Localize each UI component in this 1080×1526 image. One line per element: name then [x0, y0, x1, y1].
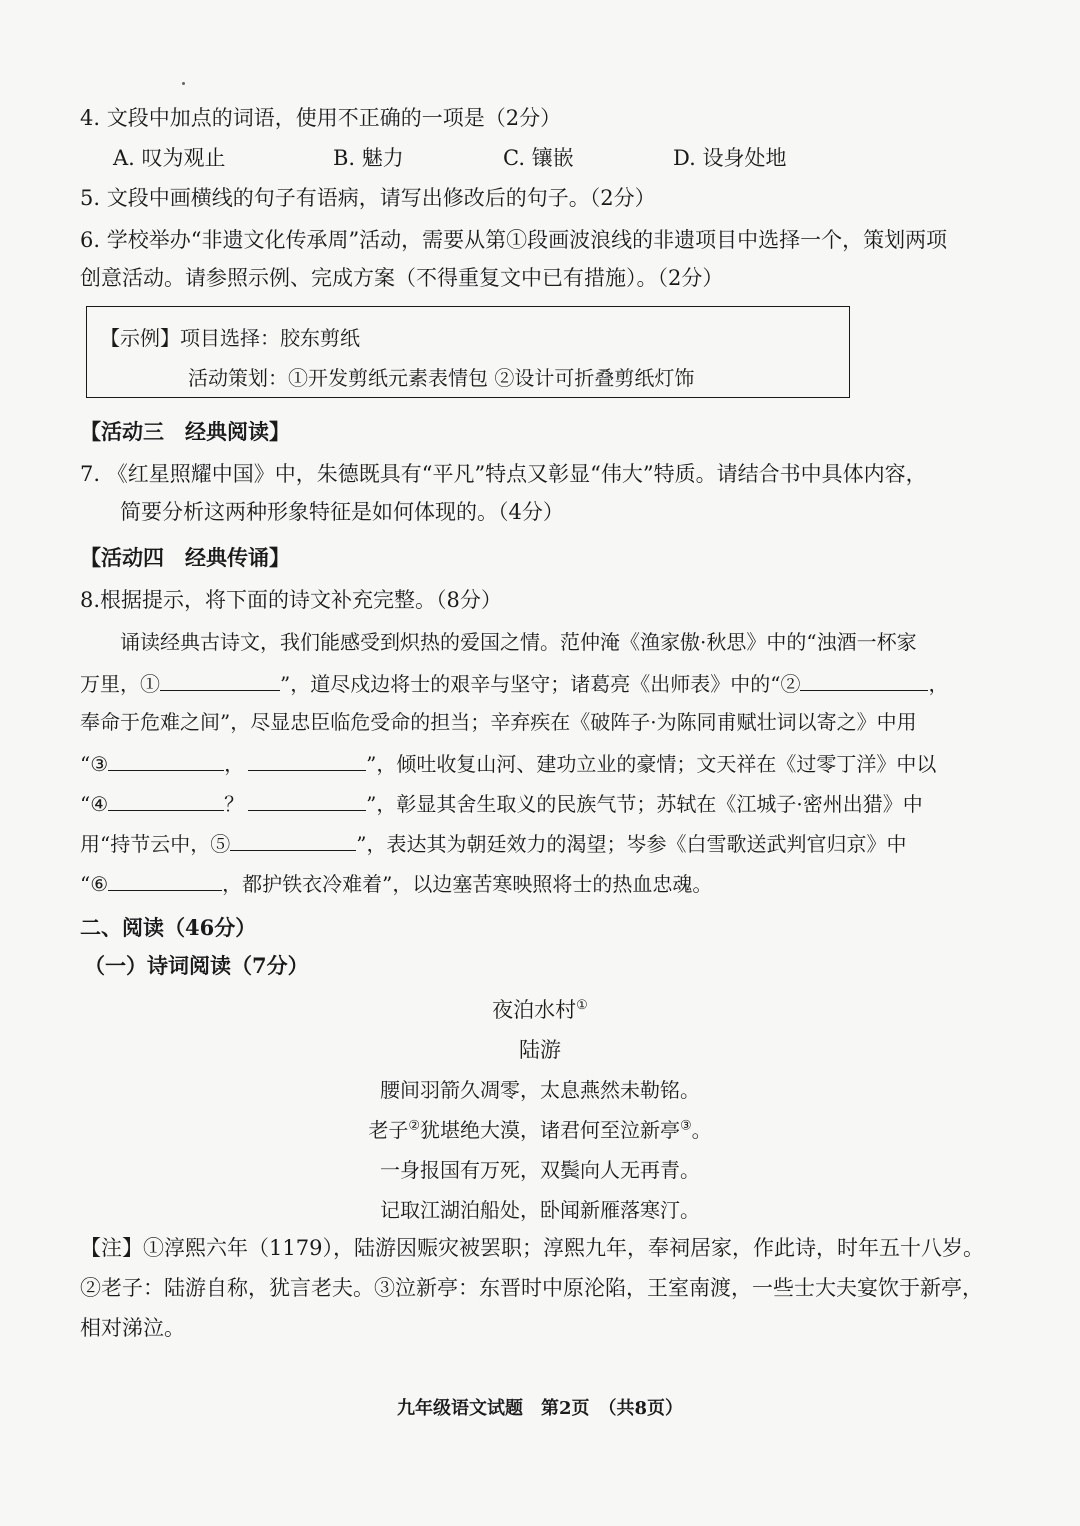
- question-6-line-1: 6. 学校举办“非遗文化传承周”活动，需要从第①段画波浪线的非遗项目中选择一个，策划两项: [80, 228, 948, 252]
- blank-4a[interactable]: [108, 788, 224, 811]
- q8-text: ，: [224, 752, 245, 776]
- poem-text: 老子: [368, 1118, 409, 1142]
- blank-1[interactable]: [160, 668, 280, 691]
- q8-paragraph-line-1: 诵读经典古诗文，我们能感受到炽热的爱国之情。范仲淹《渔家傲·秋思》中的“浊酒一杯家: [120, 630, 917, 654]
- q8-paragraph-line-2: [80, 668, 948, 698]
- q8-text: ”，彰显其舍生取义的民族气节；苏轼在《江城子·密州出猎》中: [366, 792, 923, 816]
- q8-text: ”，道尽戍边将士的艰辛与坚守；诸葛亮《出师表》中的“②: [280, 672, 801, 696]
- q8-text: ，都护铁衣冷难着”，以边塞苦寒映照将士的热血忠魂。: [222, 872, 713, 896]
- poem-line-1: 腰间羽箭久凋零，太息燕然未勒铭。: [380, 1078, 700, 1102]
- question-6-line-2: 创意活动。请参照示例、完成方案（不得重复文中已有措施）。（2分）: [80, 266, 724, 290]
- poem-footnote: ②: [408, 1118, 420, 1134]
- poem-footnote: ③: [680, 1118, 692, 1134]
- section-2-heading: 二、阅读（46分）: [80, 915, 257, 940]
- q8-text: ，: [928, 672, 949, 696]
- q4-option-a: A. 叹为观止: [113, 146, 226, 170]
- page-footer: 九年级语文试题 第2页 （共8页）: [396, 1398, 684, 1419]
- poem-title: [0, 994, 1080, 1024]
- q8-text: “④: [80, 792, 109, 816]
- q8-paragraph-line-3: 奉命于危难之间”，尽显忠臣临危受命的担当；辛弃疾在《破阵子·为陈同甫赋壮词以寄之》中用: [80, 710, 917, 734]
- notes-line-3: 相对涕泣。: [80, 1316, 185, 1340]
- blank-3a[interactable]: [108, 748, 224, 771]
- q8-paragraph-line-5: [80, 788, 923, 818]
- question-7-line-1: 7. 《红星照耀中国》中，朱德既具有“平凡”特点又彰显“伟大”特质。请结合书中具体内容，: [80, 462, 927, 486]
- scan-speck: [182, 82, 185, 85]
- blank-6[interactable]: [108, 868, 222, 891]
- poem-text: 犹堪绝大漠，诸君何至泣新亭: [420, 1118, 680, 1142]
- question-4-stem: 4. 文段中加点的词语，使用不正确的一项是（2分）: [80, 106, 562, 130]
- q4-option-c: C. 镶嵌: [503, 146, 574, 170]
- activity-4-heading: 【活动四 经典传诵】: [80, 545, 290, 570]
- poem-line-4: 记取江湖泊船处，卧闻新雁落寒汀。: [380, 1198, 700, 1222]
- notes-line-1: 【注】①淳熙六年（1179），陆游因赈灾被罢职；淳熙九年，奉祠居家，作此诗，时年五十八岁。: [80, 1236, 984, 1260]
- notes-line-2: ②老子：陆游自称，犹言老夫。③泣新亭：东晋时中原沦陷，王室南渡，一些士大夫宴饮于新亭，: [80, 1276, 983, 1300]
- activity-3-heading: 【活动三 经典阅读】: [80, 419, 290, 444]
- q8-text: ”，表达其为朝廷效力的渴望；岑参《白雪歌送武判官归京》中: [356, 832, 907, 856]
- q8-paragraph-line-7: [80, 868, 712, 898]
- q4-option-b: B. 魅力: [333, 146, 404, 170]
- question-8-stem: 8.根据提示，将下面的诗文补充完整。（8分）: [80, 588, 502, 612]
- q8-text: “③: [80, 752, 109, 776]
- poem-line-2: [0, 1114, 1080, 1143]
- poem-title-footnote: ①: [576, 998, 588, 1013]
- q8-text: ”，倾吐收复山河、建功立业的豪情；文天祥在《过零丁洋》中以: [366, 752, 937, 776]
- question-5-stem: 5. 文段中画横线的句子有语病，请写出修改后的句子。（2分）: [80, 186, 656, 210]
- q8-paragraph-line-4: [80, 748, 936, 778]
- blank-3b[interactable]: [248, 748, 366, 771]
- example-line-1: 【示例】项目选择：胶东剪纸: [100, 326, 360, 350]
- q8-paragraph-line-6: [80, 828, 906, 858]
- blank-4b[interactable]: [248, 788, 366, 811]
- poem-text: 。: [691, 1118, 712, 1142]
- q8-text: 用“持节云中，⑤: [80, 832, 231, 856]
- q8-text: 万里，①: [80, 672, 160, 696]
- q4-option-d: D. 设身处地: [673, 146, 787, 170]
- poem-title-text: 夜泊水村: [492, 998, 577, 1022]
- poetry-reading-heading: （一）诗词阅读（7分）: [84, 953, 309, 978]
- q8-text: ？: [224, 792, 245, 816]
- question-7-line-2: 简要分析这两种形象特征是如何体现的。（4分）: [120, 500, 564, 524]
- q8-text: “⑥: [80, 872, 109, 896]
- poem-line-3: 一身报国有万死，双鬓向人无再青。: [380, 1158, 700, 1182]
- example-line-2: 活动策划：①开发剪纸元素表情包 ②设计可折叠剪纸灯饰: [188, 366, 695, 390]
- blank-2[interactable]: [800, 668, 928, 691]
- blank-5[interactable]: [230, 828, 356, 851]
- poem-author: 陆游: [519, 1038, 561, 1062]
